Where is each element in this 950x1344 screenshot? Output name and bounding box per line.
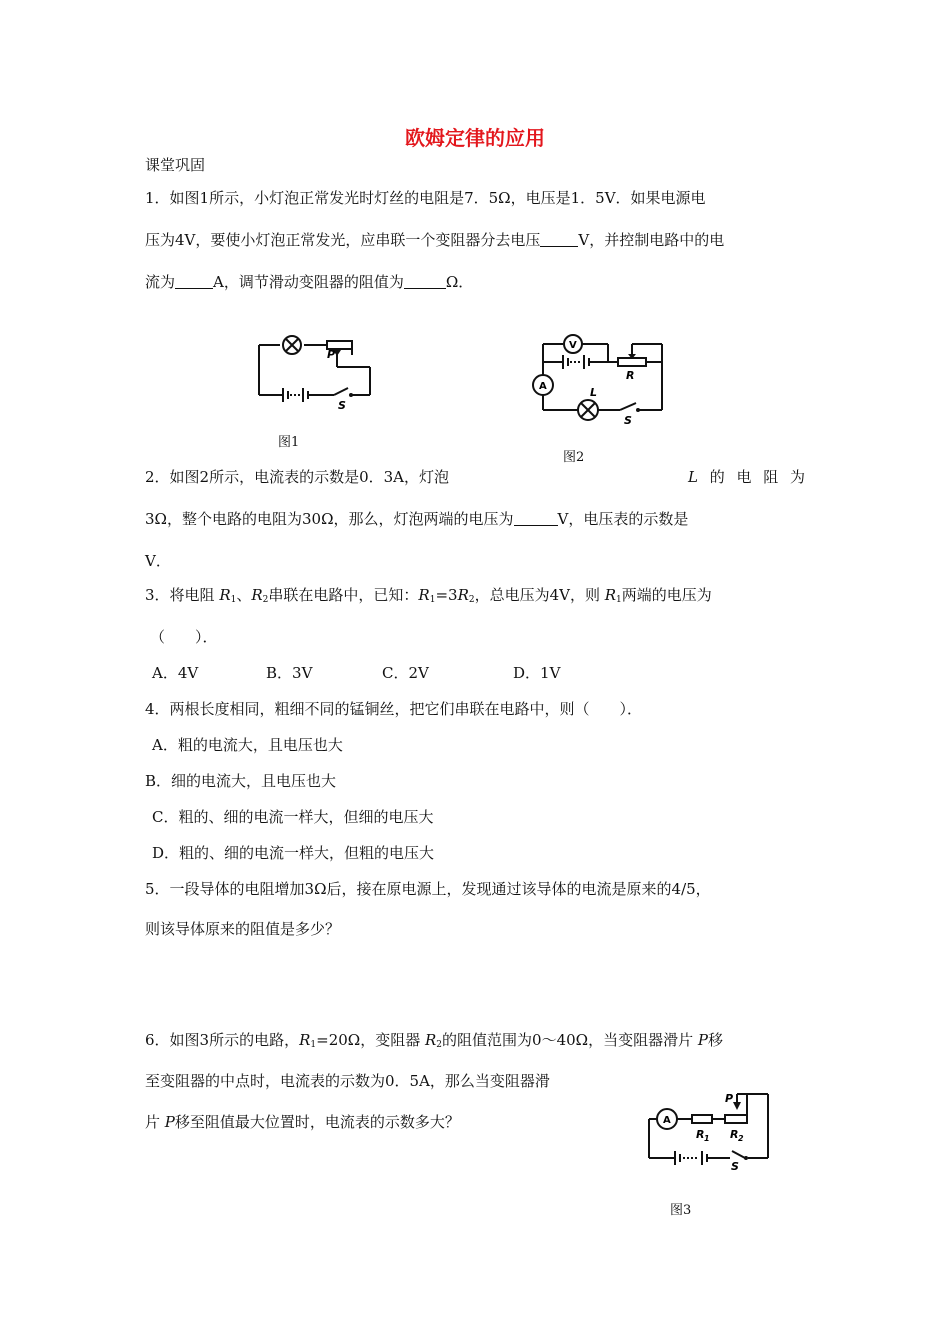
figure-3-circuit xyxy=(640,1088,780,1178)
q1-line-2: 压为4V，要使小灯泡正常发光，应串联一个变阻器分去电压 V，并控制电路中的电 xyxy=(145,231,725,249)
q3-option-b[interactable]: B．3V xyxy=(266,664,313,682)
q3-option-a[interactable]: A．4V xyxy=(152,664,199,682)
figure-2-circuit xyxy=(528,328,668,428)
q5-line-1: 5．一段导体的电阻增加3Ω后，接在原电源上，发现通过该导体的电流是原来的4/5， xyxy=(145,880,711,898)
q3-option-d[interactable]: D．1V xyxy=(513,664,561,682)
section-heading: 课堂巩固 xyxy=(145,156,206,174)
q2-line-3: V． xyxy=(145,552,171,570)
q1-blank-voltage[interactable] xyxy=(540,231,578,247)
q4-stem: 4．两根长度相同，粗细不同的锰铜丝，把它们串联在电路中，则（ ）． xyxy=(145,700,643,718)
q2-line-2: 3Ω，整个电路的电阻为30Ω，那么，灯泡两端的电压为 V，电压表的示数是 xyxy=(145,510,689,528)
q4-option-d[interactable]: D．粗的、细的电流一样大，但粗的电压大 xyxy=(152,844,435,862)
q3-answer-brackets: （ ）． xyxy=(150,628,218,646)
fig3-label-r2-sub: 2 xyxy=(738,1134,744,1143)
q4-option-a[interactable]: A．粗的电流大，且电压也大 xyxy=(152,736,343,754)
figure-1-circuit xyxy=(250,330,380,410)
q1-line-1: 1．如图1所示，小灯泡正常发光时灯丝的电阻是7．5Ω，电压是1．5V．如果电源电 xyxy=(145,189,706,207)
q1-blank-resistance[interactable] xyxy=(404,273,446,289)
fig2-voltmeter-label: V xyxy=(569,340,577,351)
q5-line-2: 则该导体原来的阻值是多少？ xyxy=(145,920,341,938)
figure-1-caption: 图1 xyxy=(278,435,300,450)
q6-line-3: 片 P移至阻值最大位置时，电流表的示数多大？ xyxy=(145,1113,460,1131)
q1-line-3: 流为 A，调节滑动变阻器的阻值为 Ω． xyxy=(145,273,474,291)
fig3-label-r2: R xyxy=(730,1128,739,1141)
q1-blank-current[interactable] xyxy=(175,273,213,289)
fig2-label-s: S xyxy=(624,414,632,427)
fig1-label-p: P xyxy=(327,348,336,361)
fig3-label-r1: R xyxy=(696,1128,705,1141)
figure-3-caption: 图3 xyxy=(670,1203,692,1218)
fig3-ammeter-label: A xyxy=(663,1115,671,1126)
q2-line-1: 2．如图2所示，电流表的示数是0．3A，灯泡 xyxy=(145,468,450,486)
q4-option-b[interactable]: B．细的电流大，且电压也大 xyxy=(145,772,337,790)
fig2-label-r: R xyxy=(626,369,635,382)
figure-2-caption: 图2 xyxy=(563,450,585,465)
fig1-label-s: S xyxy=(338,399,346,412)
fig2-label-l: L xyxy=(590,386,598,399)
fig3-label-s: S xyxy=(731,1160,739,1173)
q6-line-1: 6．如图3所示的电路，$R_1=20\Omega$，变阻器 $R_2$的阻值范围为0～40Ω，当变阻器滑片 P移 xyxy=(145,1031,723,1050)
fig3-label-r1-sub: 1 xyxy=(704,1134,710,1143)
fig3-label-p: P xyxy=(725,1092,734,1105)
q4-option-c[interactable]: C．粗的、细的电流一样大，但细的电压大 xyxy=(152,808,434,826)
q3-line-1: 3．将电阻 $R_1$、$R_2$串联在电路中，已知：$R_1=3R_2$，总电压为4V，则 $R_1$两端的电压为 xyxy=(145,586,712,605)
q6-line-2: 至变阻器的中点时，电流表的示数为0．5A，那么当变阻器滑 xyxy=(145,1072,550,1090)
q2-blank-lamp-voltage[interactable] xyxy=(514,510,558,526)
q2-line-1-tail: L 的 电 阻 为 xyxy=(688,468,805,486)
page-title: 欧姆定律的应用 xyxy=(405,126,545,150)
fig2-ammeter-label: A xyxy=(539,381,547,392)
q3-option-c[interactable]: C．2V xyxy=(382,664,429,682)
